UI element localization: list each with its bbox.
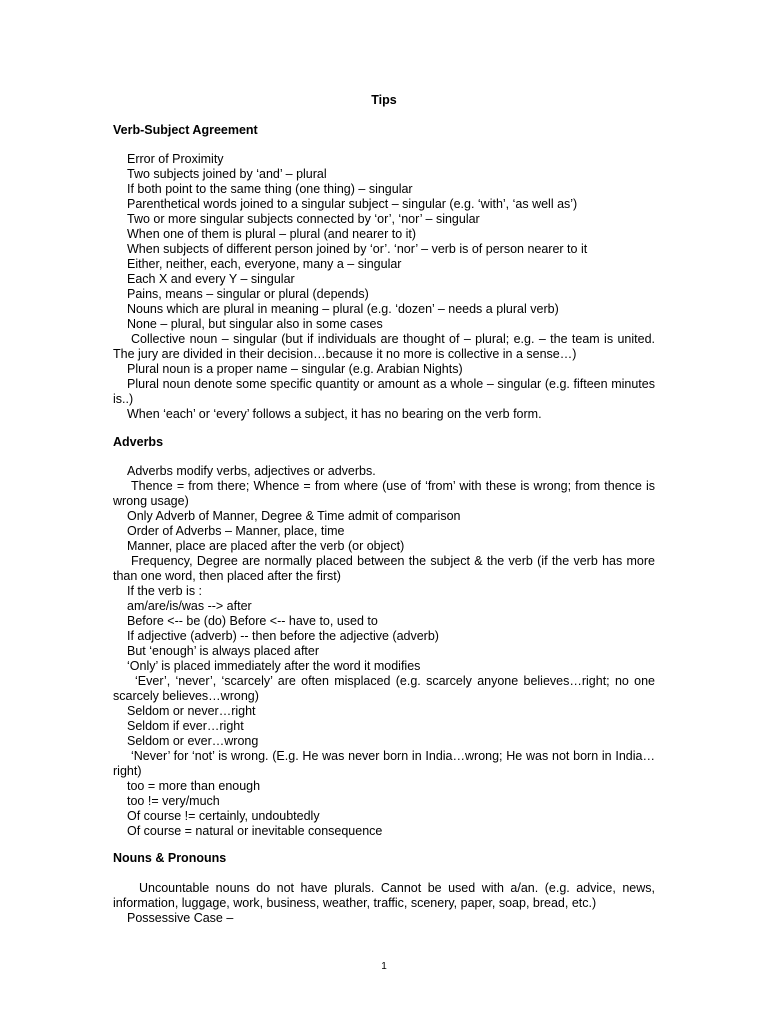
list-item: Plural noun denote some specific quantity or amount as a whole – singular (e.g. fifteen minutes is..) [113, 377, 655, 406]
list-item: Adverbs modify verbs, adjectives or adverbs. [127, 464, 376, 478]
list-item: When one of them is plural – plural (and nearer to it) [127, 227, 417, 241]
list-item: Either, neither, each, everyone, many a – singular [127, 257, 402, 271]
section-body-verb-subject [113, 152, 655, 422]
section-heading-adverbs: Adverbs [113, 435, 164, 449]
section-heading-nouns: Nouns & Pronouns [113, 851, 227, 865]
list-item: Each X and every Y – singular [127, 272, 295, 286]
list-item: When ‘each’ or ‘every’ follows a subject, it has no bearing on the verb form. [127, 407, 542, 421]
list-item: If both point to the same thing (one thing) – singular [127, 182, 413, 196]
list-item: too = more than enough [127, 779, 261, 793]
list-item: Manner, place are placed after the verb (or object) [127, 539, 405, 553]
page-number: 1 [381, 961, 387, 972]
list-item: Seldom or never…right [127, 704, 256, 718]
list-item: But ‘enough’ is always placed after [127, 644, 320, 658]
list-item: Only Adverb of Manner, Degree & Time admit of comparison [127, 509, 461, 523]
list-item: Of course != certainly, undoubtedly [127, 809, 320, 823]
list-item: Before <-- be (do) Before <-- have to, used to [127, 614, 378, 628]
list-item: Possessive Case – [127, 911, 234, 925]
list-item: Error of Proximity [127, 152, 224, 166]
list-item: Two or more singular subjects connected by ‘or’, ‘nor’ – singular [127, 212, 480, 226]
list-item: Pains, means – singular or plural (depends) [127, 287, 369, 301]
list-item: Collective noun – singular (but if individuals are thought of – plural; e.g. – the team is united. The jury are divided in their decision…because it no more is collective in a sense…) [113, 332, 655, 361]
list-item: None – plural, but singular also in some cases [127, 317, 383, 331]
list-item: ‘Only’ is placed immediately after the word it modifies [127, 659, 421, 673]
list-item: If adjective (adverb) -- then before the adjective (adverb) [127, 629, 439, 643]
list-item: Uncountable nouns do not have plurals. Cannot be used with a/an. (e.g. advice, news, information, luggage, work, business, weather, traffic, scenery, paper, soap, bread, etc.) [113, 881, 655, 910]
list-item: Two subjects joined by ‘and’ – plural [127, 167, 327, 181]
list-item: Of course = natural or inevitable consequence [127, 824, 383, 838]
section-body-adverbs [113, 464, 655, 839]
list-item: Seldom or ever…wrong [127, 734, 259, 748]
list-item: Frequency, Degree are normally placed between the subject & the verb (if the verb has more than one word, then placed after the first) [113, 554, 655, 583]
list-item: Parenthetical words joined to a singular subject – singular (e.g. ‘with’, ‘as well as’) [127, 197, 578, 211]
list-item: Thence = from there; Whence = from where (use of ‘from’ with these is wrong; from thence is wrong usage) [113, 479, 655, 508]
list-item: Seldom if ever…right [127, 719, 244, 733]
list-item: too != very/much [127, 794, 220, 808]
list-item: am/are/is/was --> after [127, 599, 252, 613]
list-item: ‘Never’ for ‘not’ is wrong. (E.g. He was never born in India…wrong; He was not born in India…right) [113, 749, 655, 778]
list-item: ‘Ever’, ‘never’, ‘scarcely’ are often misplaced (e.g. scarcely anyone believes…right; no one scarcely believes…wrong) [113, 674, 655, 703]
list-item: If the verb is : [127, 584, 203, 598]
list-item: Nouns which are plural in meaning – plural (e.g. ‘dozen’ – needs a plural verb) [127, 302, 559, 316]
section-body-nouns [113, 881, 655, 926]
list-item: Order of Adverbs – Manner, place, time [127, 524, 345, 538]
page-title: Tips [371, 93, 397, 107]
list-item: Plural noun is a proper name – singular (e.g. Arabian Nights) [127, 362, 463, 376]
section-heading-verb-subject: Verb-Subject Agreement [113, 123, 258, 137]
list-item: When subjects of different person joined by ‘or’. ‘nor’ – verb is of person nearer to it [127, 242, 588, 256]
